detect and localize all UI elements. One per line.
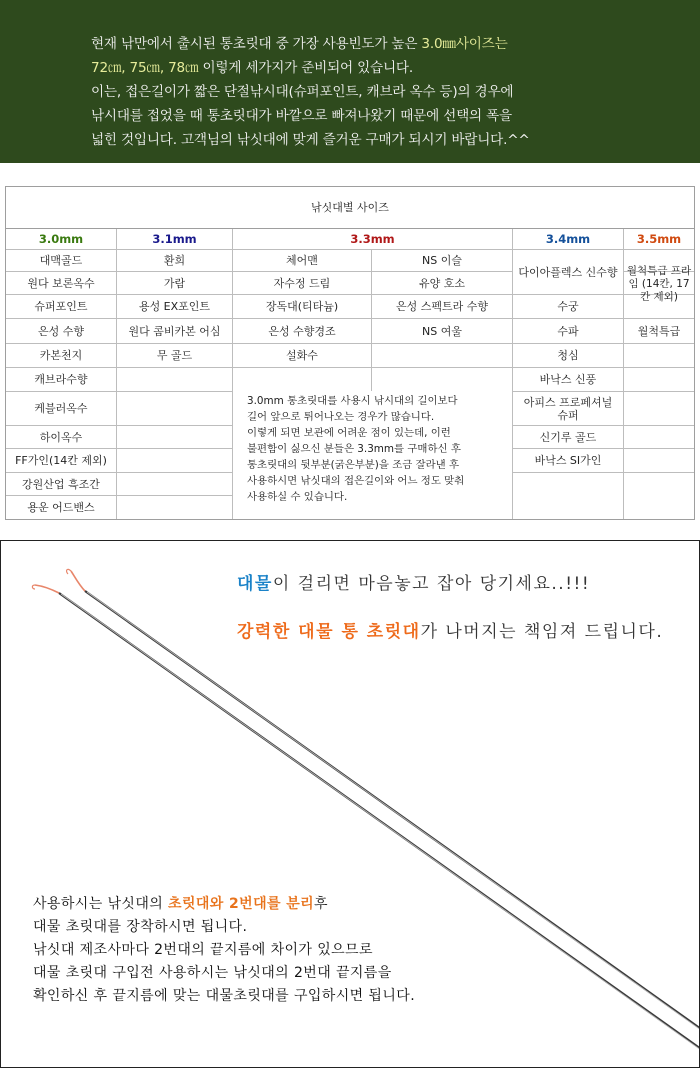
table-cell: 신기루 골드	[539, 430, 597, 444]
intro-line-1: 현재 낚만에서 출시된 통초릿대 중 가장 사용빈도가 높은 3.0㎜사이즈는	[91, 36, 508, 52]
guide-line-1: 사용하시는 낚싯대의 초릿대와 2번대를 분리후	[33, 896, 328, 912]
intro-line-4: 낚시대를 접었을 때 통초릿대가 바깥으로 빠져나왔기 때문에 선택의 폭을	[91, 108, 512, 124]
table-cell: FF가인(14칸 제외)	[15, 454, 107, 467]
guide-line-3: 낚싯대 제조사마다 2번대의 끝지름에 차이가 있으므로	[33, 942, 373, 958]
table-cell: 바낙스 SI가인	[534, 454, 602, 467]
intro-banner	[0, 0, 700, 163]
table-cell: 다이아플렉스 신수향	[518, 265, 618, 279]
table-cell: 케블러옥수	[34, 402, 88, 415]
table-cell: 환희	[163, 253, 186, 267]
table-cell: 바낙스 신풍	[539, 373, 597, 386]
table-cell: 수파	[557, 324, 579, 338]
table-cell: 원다 콤비카본 어심	[128, 324, 221, 338]
table-cell: 청심	[557, 349, 579, 362]
table-cell: 체어맨	[286, 253, 318, 267]
usage-guide	[33, 893, 415, 1008]
header-3-3mm: 3.3mm	[350, 231, 395, 246]
table-cell: 은성 수향	[37, 324, 84, 338]
slogan-line-2: 강력한 대물 통 초릿대가 나머지는 책임져 드립니다.	[237, 622, 664, 642]
promo-panel	[0, 540, 700, 1068]
guide-line-4: 대물 초릿대 구입전 사용하시는 낚싯대의 2번대 끝지름을	[33, 965, 392, 981]
table-cell: 수궁	[557, 300, 579, 313]
table-cell: 강원산업 흑조간	[22, 477, 100, 491]
table-cell: 하이옥수	[39, 430, 83, 444]
table-cell: 월척특급	[637, 324, 681, 338]
table-cell: 슈퍼포인트	[34, 300, 88, 313]
table-cell: 가람	[163, 276, 186, 290]
guide-line-2: 대물 초릿대를 장착하시면 됩니다.	[33, 919, 248, 935]
table-cell: 월척특급 프라임 (14칸, 17칸 제외)	[626, 264, 692, 303]
table-cell: NS 여울	[422, 324, 462, 338]
header-3-1mm: 3.1mm	[152, 231, 197, 246]
table-cell: 장독대(티타늄)	[265, 300, 339, 313]
table-cell: 아피스 프로페셔널 슈퍼	[523, 395, 613, 422]
intro-line-2: 72㎝, 75㎝, 78㎝ 이렇게 세가지가 준비되어 있습니다.	[91, 60, 413, 76]
size-table	[5, 186, 695, 520]
header-3-5mm: 3.5mm	[636, 231, 682, 246]
size-note: 3.0mm 통초릿대를 사용시 낚시대의 길이보다 길어 앞으로 튀어나오는 경우가 많습니다. 이렇게 되면 보관에 어려운 점이 있는데, 이런 불편함이 싫으신 분들은 3.3mm를 구매하신 후 통초릿대의 뒷부분(굵은부분)을 조금 잘라낸 후 사용하시면 낚싯대의 접은길이와 어느 정도 맞춰 사용하실 수 있습니다.	[247, 395, 465, 503]
table-cell: 용성 EX포인트	[138, 300, 211, 313]
header-3-0mm: 3.0mm	[38, 231, 84, 246]
table-cell: 용운 어드밴스	[27, 501, 95, 514]
intro-line-3: 이는, 접은길이가 짧은 단절낚시대(슈퍼포인트, 캐브라 옥수 등)의 경우에	[91, 84, 514, 100]
table-cell: 설화수	[286, 349, 318, 362]
table-cell: 무 골드	[156, 349, 193, 362]
header-3-4mm: 3.4mm	[545, 231, 591, 246]
table-cell: 캐브라수향	[34, 373, 88, 386]
table-cell: 은성 스펙트라 수향	[395, 300, 488, 313]
table-cell: 자수정 드림	[273, 276, 331, 290]
table-cell: 대맥골드	[39, 253, 83, 267]
table-cell: NS 이슬	[422, 253, 462, 267]
table-cell: 은성 수향경조	[268, 324, 336, 338]
guide-line-5: 확인하신 후 끝지름에 맞는 대물초릿대를 구입하시면 됩니다.	[33, 988, 416, 1004]
table-cell: 카본천지	[39, 349, 83, 362]
table-cell: 유양 호소	[418, 276, 465, 290]
intro-line-5: 넓힌 것입니다. 고객님의 낚싯대에 맞게 즐거운 구매가 되시기 바랍니다.^^	[91, 132, 530, 148]
size-table-title: 낚싯대별 사이즈	[6, 187, 694, 229]
table-cell: 원다 보론옥수	[27, 276, 95, 290]
slogan-line-1: 대물이 걸리면 마음놓고 잡아 당기세요..!!!	[237, 574, 591, 594]
